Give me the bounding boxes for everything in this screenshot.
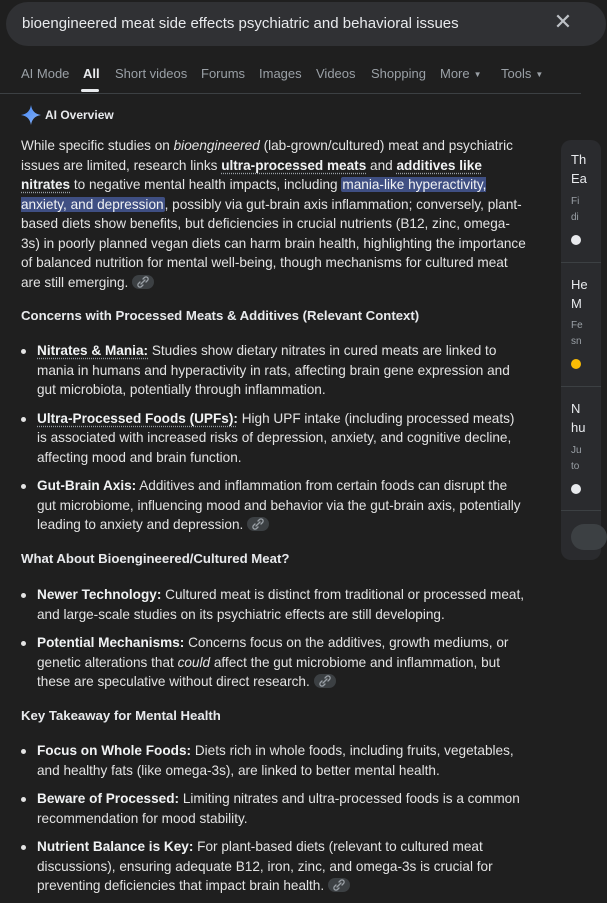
tab-tools[interactable]	[501, 66, 543, 81]
tab-videos[interactable]: Videos	[316, 66, 356, 81]
tab-more-label: More	[440, 66, 470, 81]
source-card-title[interactable]: hu	[571, 420, 586, 435]
intro-term-link[interactable]: additives like nitrates	[21, 157, 482, 192]
bullet-list	[21, 585, 526, 692]
source-card-title[interactable]: He	[571, 277, 588, 292]
list-item	[21, 585, 526, 624]
bullet-term: Potential Mechanisms:	[37, 635, 185, 650]
tab-all[interactable]: All	[83, 66, 100, 81]
tab-images[interactable]: Images	[259, 66, 302, 81]
bullet-term: Nutrient Balance is Key:	[37, 839, 194, 854]
source-cards-panel[interactable]	[561, 140, 601, 560]
card-divider	[561, 386, 601, 387]
list-item	[21, 837, 526, 896]
section-heading: Key Takeaway for Mental Health	[21, 708, 221, 723]
bullet-text: Studies show dietary nitrates in cured meats are linked to mania in humans and hyperactivity in rats, affecting brain gene expression and gut microbiota, potentially through inflammation.	[37, 343, 510, 397]
source-card-snippet: Fi	[571, 196, 580, 207]
show-all-button[interactable]	[571, 524, 607, 550]
link-icon[interactable]	[328, 878, 350, 892]
source-card-snippet: Ju	[571, 445, 582, 456]
active-tab-indicator	[81, 89, 99, 92]
intro-text: to negative mental health impacts, including	[70, 177, 342, 192]
bullet-text: Concerns focus on the additives, growth mediums, or genetic alterations that	[37, 635, 509, 670]
bullet-text: Limiting nitrates and ultra-processed foods is a common recommendation for mood stability.	[37, 791, 520, 826]
source-favicon	[571, 484, 581, 494]
bullet-term[interactable]: Nitrates & Mania:	[37, 343, 149, 358]
ai-overview-intro	[21, 136, 526, 292]
source-card-snippet: di	[571, 212, 579, 223]
chevron-down-icon: ▼	[535, 70, 544, 80]
intro-text: While specific studies on	[21, 138, 174, 153]
intro-text: and	[366, 157, 397, 173]
bullet-term: Newer Technology:	[37, 587, 162, 602]
list-item	[21, 789, 526, 828]
bullet-text: High UPF intake (including processed meats) is associated with increased risks of depression, anxiety, and cognitive decline, affecting mood and brain function.	[37, 410, 515, 465]
search-tabs	[0, 66, 581, 90]
card-divider	[561, 262, 601, 263]
link-icon[interactable]	[247, 517, 269, 531]
bullet-text: Diets rich in whole foods, including fruits, vegetables, and healthy fats (like omega-3s), are linked to better mental health.	[37, 743, 514, 778]
source-favicon	[571, 235, 581, 245]
section-heading: Concerns with Processed Meats & Additives (Relevant Context)	[21, 308, 420, 323]
ai-overview-title: AI Overview	[45, 108, 114, 122]
tab-tools-label: Tools	[501, 66, 532, 81]
card-divider	[561, 510, 601, 511]
tab-more[interactable]	[440, 66, 482, 81]
bullet-term[interactable]: Ultra-Processed Foods (UPFs):	[37, 410, 238, 426]
source-card-snippet: Fe	[571, 320, 583, 331]
search-bar[interactable]	[6, 2, 606, 46]
tab-forums[interactable]: Forums	[201, 66, 246, 81]
tab-ai-mode[interactable]: AI Mode	[21, 66, 70, 81]
search-input[interactable]: bioengineered meat side effects psychiatric and behavioral issues	[22, 15, 459, 32]
list-item	[21, 476, 526, 535]
bullet-text: affect the gut microbiome and inflammation, but these are speculative without direct research.	[37, 654, 500, 689]
source-card-snippet: to	[571, 461, 580, 472]
list-item	[21, 409, 526, 468]
source-card-title[interactable]: Th	[571, 152, 587, 167]
link-icon[interactable]	[132, 275, 154, 289]
list-item	[21, 741, 526, 780]
section-heading: What About Bioengineered/Cultured Meat?	[21, 551, 290, 566]
bullet-text: Cultured meat is distinct from traditional or processed meat, and large-scale studies on its psychiatric effects are still developing.	[37, 587, 525, 622]
intro-term-link[interactable]: ultra-processed meats	[221, 157, 367, 173]
source-card-snippet: sn	[571, 336, 582, 347]
bullet-term: Gut-Brain Axis:	[37, 478, 137, 493]
list-item	[21, 633, 526, 692]
highlighted-text[interactable]: mania-like hyperactivity, anxiety, and depression	[21, 177, 487, 212]
list-item	[21, 341, 526, 400]
bullet-term: Focus on Whole Foods:	[37, 743, 192, 758]
tab-shopping[interactable]: Shopping	[371, 66, 426, 81]
close-icon[interactable]: ✕	[553, 9, 573, 34]
bullet-text: For plant-based diets (relevant to cultured meat discussions), ensuring adequate B12, iron, zinc, and omega-3s is crucial for preventing deficiencies that impact brain health.	[37, 839, 493, 893]
source-card-title[interactable]: Ea	[571, 171, 587, 186]
source-card-title[interactable]: N	[571, 401, 581, 416]
source-favicon	[571, 359, 581, 369]
intro-text: (lab-grown/cultured) meat and psychiatric issues are limited, research links	[21, 138, 513, 173]
source-card-title[interactable]: M	[571, 296, 582, 311]
bullet-list	[21, 341, 526, 535]
bullet-term: Beware of Processed:	[37, 791, 180, 806]
bullet-text: Additives and inflammation from certain foods can disrupt the gut microbiome, influencing mood and behavior via the gut-brain axis, potentially leading to anxiety and depression.	[37, 478, 521, 532]
intro-text: , possibly via gut-brain axis inflammation; conversely, plant-based diets show benefits, but deficiencies in crucial nutrients (B12, zinc, omega-3s) in poorly planned vegan diets can harm brain health, highlighting the importance of balanced nutrition for mental well-being, though mechanisms for cultured meat are still emerging.	[21, 196, 526, 290]
bullet-list	[21, 741, 526, 896]
tab-short-videos[interactable]: Short videos	[115, 66, 188, 81]
bullet-emphasis: could	[177, 654, 211, 670]
intro-emphasis: bioengineered	[173, 138, 260, 153]
tabs-divider	[0, 93, 581, 94]
link-icon[interactable]	[314, 674, 336, 688]
chevron-down-icon: ▼	[473, 70, 482, 80]
sparkle-icon	[21, 105, 41, 125]
